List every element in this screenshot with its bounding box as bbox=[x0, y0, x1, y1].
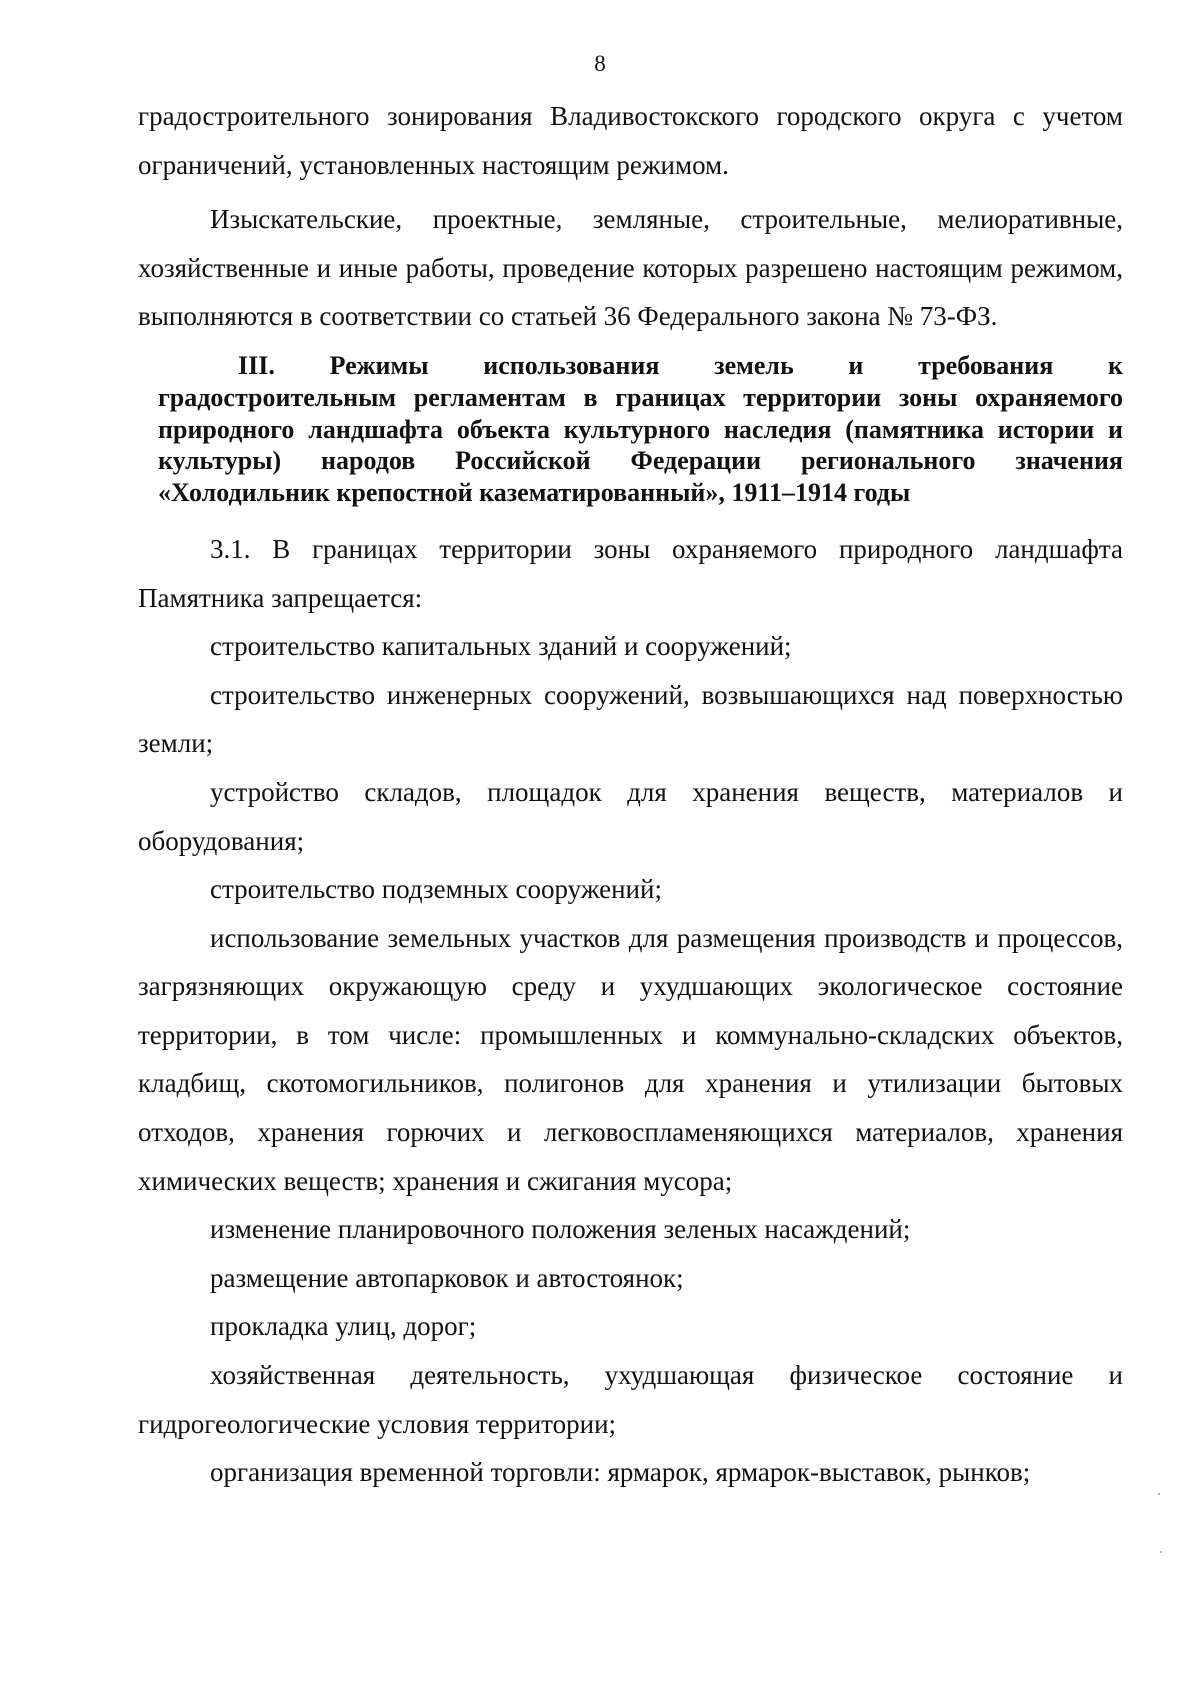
scan-speck bbox=[1158, 1493, 1160, 1495]
scan-speck bbox=[1160, 1551, 1162, 1553]
paragraph-works: Изыскательские, проектные, земляные, строительные, мелиоративные, хозяйственные и иные работы, проведение которых разрешено настоящим режимом, выполняются в соответствии со статьей 36 Федерального закона № 73-ФЗ. bbox=[138, 204, 1123, 332]
page-number: 8 bbox=[594, 51, 606, 76]
list-item: прокладка улиц, дорог; bbox=[210, 1311, 477, 1342]
section-heading-rest: градостроительным регламентам в границах территории зоны охраняемого природного ландшафта объекта культурного наследия (памятника истории и культуры) народов Российской Федерации регионального значения «Холодильник крепостной казематированный», 1911–1914 годы bbox=[158, 382, 1123, 508]
paragraph-3-1: 3.1. В границах территории зоны охраняемого природного ландшафта Памятника запрещается: bbox=[138, 533, 1123, 613]
list-item: размещение автопарковок и автостоянок; bbox=[210, 1262, 684, 1293]
list-item: устройство складов, площадок для хранения веществ, материалов и оборудования; bbox=[138, 776, 1123, 856]
list-item: изменение планировочного положения зеленых насаждений; bbox=[210, 1214, 911, 1245]
list-item: строительство подземных сооружений; bbox=[210, 874, 662, 905]
list-item: строительство капитальных зданий и сооружений; bbox=[210, 631, 792, 662]
list-item: организация временной торговли: ярмарок, ярмарок-выставок, рынков; bbox=[210, 1457, 1031, 1488]
paragraph-continuation: градостроительного зонирования Владивостокского городского округа с учетом ограничений, установленных настоящим режимом. bbox=[138, 101, 1123, 180]
list-item: хозяйственная деятельность, ухудшающая физическое состояние и гидрогеологические условия территории; bbox=[138, 1360, 1123, 1439]
section-heading-first-line: III. Режимы использования земель и требования к bbox=[238, 350, 1123, 380]
section-heading bbox=[138, 350, 1123, 509]
document-body bbox=[138, 92, 1123, 1497]
list-item: строительство инженерных сооружений, возвышающихся над поверхностью земли; bbox=[138, 679, 1123, 759]
list-item: использование земельных участков для размещения производств и процессов, загрязняющих окружающую среду и ухудшающих экологическое состояние территории, в том числе: промышленных и коммунально-складских объектов, кладбищ, скотомогильников, полигонов для хранения и утилизации бытовых отходов, хранения горючих и легковоспламеняющихся материалов, хранения химических веществ; хранения и сжигания мусора; bbox=[138, 922, 1123, 1196]
